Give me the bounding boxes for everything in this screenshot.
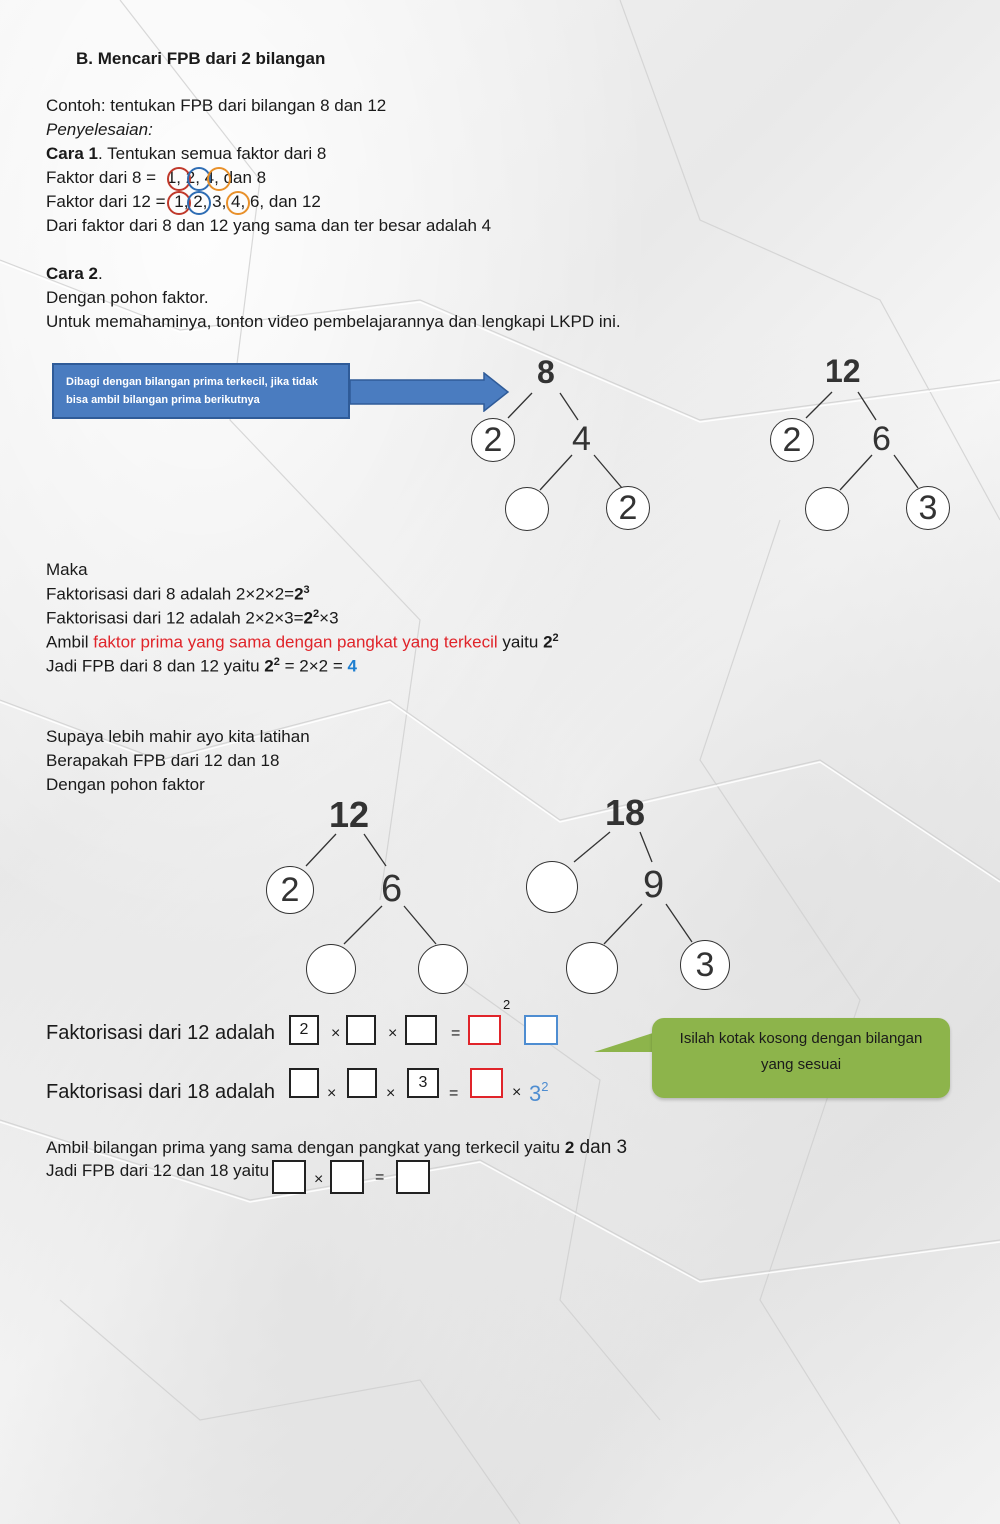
tree8-empty-node [505, 487, 549, 531]
factors12-value: 1 [174, 192, 184, 211]
practice-fact12-box1 [289, 1015, 319, 1045]
practice-fact12-box3[interactable] [405, 1015, 437, 1045]
equals-sign: = [449, 1085, 459, 1102]
times-sign: × [331, 1025, 341, 1042]
fact12-base: 2 [303, 608, 314, 628]
factors12-value: 2 [193, 192, 203, 211]
practice-tree18-blank-left[interactable] [526, 861, 578, 913]
take-highlight: faktor prima yang sama dengan pangkat yang terkecil [93, 632, 498, 652]
practice-fact12-result-extra[interactable] [524, 1015, 558, 1045]
example-prompt: Contoh: tentukan FPB dari bilangan 8 dan 12 [46, 96, 387, 115]
fact12-text: Faktorisasi dari 12 adalah 2×2×3= [46, 608, 304, 628]
practice-tree12-blank-2[interactable] [418, 944, 468, 994]
practice-tree18-root: 18 [605, 792, 646, 833]
fact12-line [46, 609, 339, 627]
example-conclusion: Dari faktor dari 8 dan 12 yang sama dan ter besar adalah 4 [46, 216, 492, 235]
callout-line1: Isilah kotak kosong dengan bilangan [679, 1030, 923, 1047]
practice-tree18-right: 9 [643, 864, 665, 906]
times-sign: × [386, 1085, 396, 1102]
practice-fact18-tail-exp: 2 [541, 1079, 549, 1094]
fpb-value: 4 [347, 656, 357, 676]
practice-intro3: Dengan pohon faktor [46, 775, 205, 794]
tree8-left-value: 2 [483, 420, 503, 459]
practice-intro1: Supaya lebih mahir ayo kita latihan [46, 727, 310, 746]
practice-fact18-label: Faktorisasi dari 18 adalah [46, 1081, 276, 1103]
practice-tree12-root: 12 [329, 794, 370, 835]
factors12-value: 4 [231, 192, 241, 211]
times-sign: × [314, 1171, 324, 1188]
factors8-line: Faktor dari 8 = 1, 2, 4, dan 8 [46, 168, 267, 187]
fpb-text: Jadi FPB dari 8 dan 12 yaitu [46, 656, 265, 676]
practice-take-text: Ambil bilangan prima yang sama dengan pangkat yang terkecil yaitu [46, 1138, 565, 1157]
practice-fact12-result-base[interactable] [468, 1015, 501, 1045]
times-sign: × [327, 1085, 337, 1102]
practice-fact12-exp: 2 [503, 997, 511, 1012]
fpb-line [46, 657, 357, 675]
equals-sign: = [451, 1025, 461, 1042]
prime-division-callout: Dibagi dengan bilangan prima terkecil, jika tidak bisa ambil bilangan prima berikutnya [52, 363, 350, 419]
practice-fact18-box3-value: 3 [418, 1074, 428, 1091]
practice-fact12-box2[interactable] [346, 1015, 376, 1045]
fpb-base: 2 [264, 656, 274, 676]
callout-line2: yang sesuai [760, 1056, 842, 1073]
fill-in-callout [652, 1018, 950, 1098]
cara2-line2: Untuk memahaminya, tonton video pembelajarannya dan lengkapi LKPD ini. [46, 312, 621, 331]
take-line [46, 633, 559, 651]
practice-tree12-blank-1[interactable] [306, 944, 356, 994]
practice-fpb-box1[interactable] [272, 1160, 306, 1194]
solution-label: Penyelesaian: [46, 120, 153, 139]
cara1-text: . Tentukan semua faktor dari 8 [97, 144, 327, 163]
practice-fact18-box2[interactable] [347, 1068, 377, 1098]
fpb-mid: = 2×2 = [279, 656, 348, 676]
tree12-root: 12 [825, 353, 861, 389]
fact8-text: Faktorisasi dari 8 adalah 2×2×2= [46, 584, 295, 604]
fact12-exp: 2 [313, 608, 320, 620]
fact8-base: 2 [294, 584, 304, 604]
cara1-label: Cara 1 [46, 144, 98, 163]
cara2-line: Cara 2. [46, 264, 103, 283]
practice-intro2: Berapakah FPB dari 12 dan 18 [46, 751, 280, 770]
fpb-exp: 2 [273, 656, 280, 668]
times-sign: × [512, 1084, 522, 1101]
practice-fact18-box1[interactable] [289, 1068, 319, 1098]
factors8-tail: , dan 8 [214, 168, 267, 187]
tree8-right-right-node [606, 486, 650, 530]
cara2-label: Cara 2 [46, 264, 98, 283]
fact12-tail: ×3 [319, 608, 339, 628]
practice-fact18-tail-base: 3 [529, 1081, 542, 1106]
factors8-value: 1 [166, 168, 177, 187]
factors12-value: 3 [212, 192, 222, 211]
tree12-empty-node [805, 487, 849, 531]
tree12-left-value: 2 [782, 420, 802, 459]
practice-take-tail: dan 3 [574, 1137, 628, 1158]
callout-pointer [592, 1030, 658, 1060]
take-base: 2 [543, 632, 553, 652]
tree8-left-node [471, 418, 515, 462]
practice-fpb-label: Jadi FPB dari 12 dan 18 yaitu [46, 1161, 270, 1180]
factors8-label: Faktor dari 8 = [46, 168, 157, 187]
factors12-label: Faktor dari 12 = [46, 192, 166, 211]
factors8-value: 4 [204, 168, 215, 187]
factors12-line: Faktor dari 12 = 1, 2, 3, 4, 6, dan 12 [46, 192, 321, 211]
practice-tree18-right-right-value: 3 [695, 945, 715, 984]
tree12-right-right-node [906, 486, 950, 530]
factors8-value: 2 [185, 168, 196, 187]
times-sign: × [388, 1025, 398, 1042]
section-title: B. Mencari FPB dari 2 bilangan [76, 49, 326, 68]
tree12-right-right-value: 3 [918, 488, 938, 527]
practice-tree12-left-value: 2 [280, 870, 300, 909]
practice-take-bold: 2 [564, 1138, 575, 1157]
practice-fact18-result-base[interactable] [470, 1068, 503, 1098]
factors12-tail: , dan 12 [259, 192, 321, 211]
factors12-value: 6 [249, 192, 260, 211]
practice-fact12-label: Faktorisasi dari 12 adalah [46, 1022, 276, 1044]
take-exp: 2 [552, 632, 559, 644]
practice-tree12-right: 6 [381, 868, 403, 910]
tree8-right: 4 [572, 420, 591, 458]
fact8-line [46, 585, 310, 603]
take-suffix: yaitu [497, 632, 544, 652]
cara2-line1: Dengan pohon faktor. [46, 288, 209, 307]
fact8-exp: 3 [303, 584, 310, 596]
equals-sign: = [375, 1169, 385, 1186]
practice-fpb-box2[interactable] [330, 1160, 364, 1194]
tree8-right-right-value: 2 [618, 488, 638, 527]
practice-fact12-box1-value: 2 [299, 1021, 309, 1038]
practice-fact18-tail [529, 1080, 548, 1105]
tree8-root: 8 [537, 354, 555, 390]
take-prefix: Ambil [46, 632, 94, 652]
tree12-left-node [770, 418, 814, 462]
maka-label: Maka [46, 560, 88, 579]
practice-tree18-right-right-node [680, 940, 730, 990]
practice-tree18-blank-right-left[interactable] [566, 942, 618, 994]
tree12-right: 6 [872, 420, 891, 458]
practice-take-line [46, 1138, 627, 1157]
practice-tree12-left-node [266, 866, 314, 914]
practice-fact18-box3 [407, 1068, 439, 1098]
practice-fpb-result-box[interactable] [396, 1160, 430, 1194]
